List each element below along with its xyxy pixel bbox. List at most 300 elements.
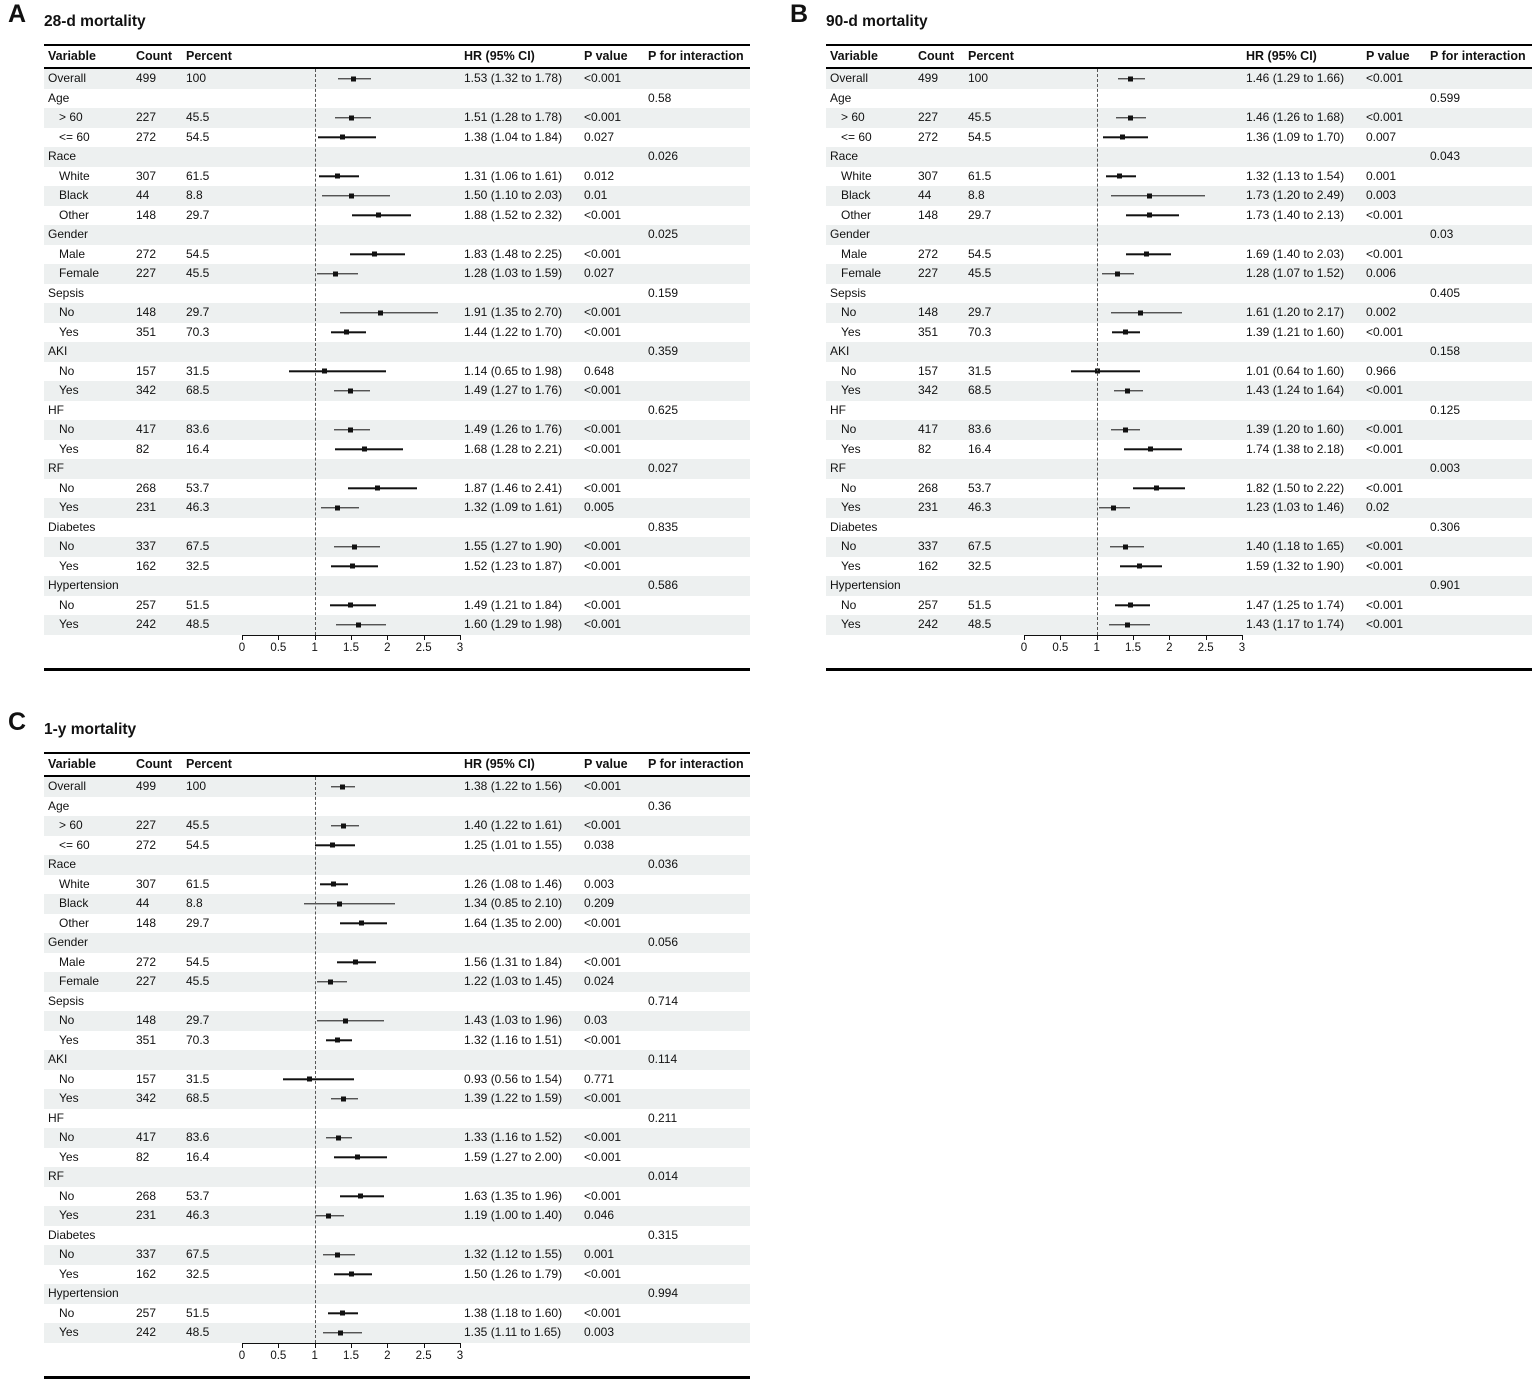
column-header: HR (95% CI)	[464, 49, 535, 63]
row-count: 272	[136, 246, 157, 261]
row-count	[136, 225, 186, 245]
row-p-value: <0.001	[584, 383, 622, 397]
row-p-interaction	[648, 596, 750, 616]
panel-title: 90-d mortality	[826, 13, 928, 30]
row-percent: 31.5	[968, 363, 992, 378]
row-variable: Hypertension	[48, 578, 119, 592]
forest-plot-cell	[234, 875, 464, 895]
confidence-interval-line	[1103, 137, 1147, 138]
row-p-value: 0.209	[584, 896, 615, 910]
row-hr-ci: 0.93 (0.56 to 1.54)	[464, 1071, 563, 1086]
row-count: 417	[136, 422, 157, 436]
row-count	[918, 518, 968, 538]
hr-point-marker	[336, 1135, 341, 1140]
row-percent: 51.5	[186, 1305, 210, 1320]
x-axis-tick-label: 2	[1166, 641, 1173, 654]
row-percent	[968, 518, 1016, 538]
x-axis-tick-label: 0	[1020, 641, 1028, 654]
table-row	[44, 1304, 750, 1324]
group-row	[44, 1050, 750, 1070]
row-hr-ci: 1.35 (1.11 to 1.65)	[464, 1325, 562, 1339]
row-percent: 54.5	[186, 954, 210, 969]
forest-plot-cell	[234, 1304, 464, 1324]
row-p-value: <0.001	[584, 1305, 622, 1320]
forest-plot-cell	[234, 147, 464, 167]
table-row	[44, 1011, 750, 1031]
hr-point-marker	[1120, 135, 1125, 140]
panel-letter: B	[790, 0, 809, 28]
row-p-interaction	[648, 128, 750, 148]
forest-plot-cell	[1016, 245, 1246, 265]
hr-point-marker	[331, 882, 336, 887]
table-row	[826, 615, 1532, 635]
table-row	[826, 362, 1532, 382]
row-hr-ci: 1.88 (1.52 to 2.32)	[464, 207, 563, 222]
row-variable: No	[59, 1305, 75, 1320]
row-percent: 45.5	[968, 266, 992, 280]
row-percent: 46.3	[186, 1208, 210, 1222]
row-p-interaction	[648, 557, 750, 577]
row-percent	[186, 933, 234, 953]
plot-header-spacer	[234, 46, 464, 67]
table-row	[44, 1070, 750, 1090]
table-row	[826, 69, 1532, 89]
row-p-interaction	[648, 245, 750, 265]
row-p-interaction	[648, 537, 750, 557]
forest-plot-cell	[1016, 167, 1246, 187]
x-axis	[234, 1343, 464, 1376]
row-hr-ci: 1.38 (1.04 to 1.84)	[464, 129, 563, 144]
row-count: 162	[136, 558, 157, 573]
row-variable: Female	[841, 266, 882, 280]
row-percent	[186, 855, 234, 875]
forest-plot-cell	[234, 1323, 464, 1343]
forest-plot-cell	[1016, 186, 1246, 206]
row-count: 148	[918, 207, 939, 222]
row-hr-ci: 1.91 (1.35 to 2.70)	[464, 305, 563, 319]
column-header: P value	[584, 757, 628, 771]
plot-body	[44, 777, 750, 1343]
confidence-interval-line	[317, 1020, 385, 1021]
x-axis-tick	[387, 1343, 388, 1348]
row-count: 82	[136, 1149, 150, 1164]
row-variable: RF	[830, 461, 846, 475]
confidence-interval-line	[318, 137, 376, 138]
row-p-interaction	[648, 362, 750, 382]
table-row	[826, 245, 1532, 265]
row-p-interaction	[1430, 108, 1532, 128]
row-percent: 8.8	[186, 896, 203, 910]
row-percent: 16.4	[186, 1149, 210, 1164]
forest-plot-cell	[234, 167, 464, 187]
x-axis-tick	[1024, 635, 1025, 640]
row-count: 272	[136, 129, 157, 144]
row-hr-ci: 1.36 (1.09 to 1.70)	[1246, 129, 1345, 144]
forest-plot-cell	[1016, 420, 1246, 440]
x-axis-tick-label: 1.5	[343, 1349, 359, 1362]
row-p-value	[584, 992, 648, 1012]
table-row	[44, 498, 750, 518]
hr-point-marker	[1154, 486, 1159, 491]
row-p-value: 0.771	[584, 1071, 615, 1086]
row-hr-ci	[1246, 459, 1366, 479]
hr-point-marker	[335, 1252, 340, 1257]
row-hr-ci: 1.46 (1.26 to 1.68)	[1246, 110, 1345, 124]
row-p-value: <0.001	[1366, 441, 1404, 456]
row-p-value	[584, 1226, 648, 1246]
row-variable: Yes	[59, 1208, 79, 1222]
confidence-interval-line	[304, 903, 395, 904]
table-row	[44, 1128, 750, 1148]
row-percent: 100	[186, 71, 207, 85]
row-hr-ci	[464, 1284, 584, 1304]
forest-plot-cell	[234, 381, 464, 401]
row-p-interaction	[648, 1323, 750, 1343]
row-percent: 83.6	[186, 1130, 210, 1144]
x-axis-tick	[242, 1343, 243, 1348]
row-percent	[186, 459, 234, 479]
group-row	[44, 284, 750, 304]
row-variable: No	[841, 422, 857, 436]
hr-point-marker	[358, 1194, 363, 1199]
x-axis-tick	[278, 635, 279, 640]
hr-point-marker	[1111, 505, 1116, 510]
row-percent	[186, 1284, 234, 1304]
forest-plot-cell	[234, 440, 464, 460]
row-hr-ci: 1.47 (1.25 to 1.74)	[1246, 597, 1345, 612]
row-variable: Yes	[841, 500, 861, 514]
row-p-value	[1366, 342, 1430, 362]
row-variable: No	[59, 1247, 75, 1261]
forest-plot-cell	[1016, 264, 1246, 284]
row-variable: Yes	[59, 558, 79, 573]
row-count: 148	[136, 915, 157, 930]
row-percent: 46.3	[186, 500, 210, 514]
row-percent: 16.4	[186, 441, 210, 456]
row-p-value	[584, 342, 648, 362]
x-axis-tick	[1242, 635, 1243, 640]
row-variable: Black	[59, 896, 89, 910]
row-percent	[186, 992, 234, 1012]
column-header: Variable	[830, 49, 878, 63]
x-axis-tick	[242, 635, 243, 640]
hr-point-marker	[351, 76, 356, 81]
row-p-interaction	[1430, 479, 1532, 499]
table-row	[44, 186, 750, 206]
hr-point-marker	[337, 901, 342, 906]
row-variable: Gender	[48, 227, 89, 241]
row-p-interaction	[648, 894, 750, 914]
row-p-value: <0.001	[1366, 422, 1404, 436]
row-p-interaction	[1430, 167, 1532, 187]
row-count: 148	[918, 305, 939, 319]
group-row	[44, 401, 750, 421]
row-p-interaction: 0.405	[1430, 285, 1461, 300]
row-p-interaction: 0.125	[1430, 402, 1461, 417]
row-count: 231	[136, 500, 157, 514]
row-hr-ci: 1.63 (1.35 to 1.96)	[464, 1188, 563, 1203]
row-count: 351	[136, 324, 157, 339]
table-row	[44, 420, 750, 440]
hr-point-marker	[350, 564, 355, 569]
row-percent: 31.5	[186, 1071, 210, 1086]
row-hr-ci: 1.87 (1.46 to 2.41)	[464, 480, 563, 495]
group-row	[44, 459, 750, 479]
row-percent	[186, 518, 234, 538]
forest-plot-table	[44, 752, 750, 1379]
column-header: P for interaction	[648, 49, 744, 63]
row-variable: RF	[48, 1169, 64, 1183]
row-percent	[968, 342, 1016, 362]
group-row	[44, 992, 750, 1012]
x-axis-tick-label: 2	[384, 641, 391, 654]
column-header: P value	[1366, 49, 1410, 63]
row-variable: AKI	[48, 1052, 68, 1066]
group-row	[44, 147, 750, 167]
row-p-interaction	[1430, 206, 1532, 226]
row-count	[136, 342, 186, 362]
row-p-value: <0.001	[584, 1149, 622, 1164]
row-hr-ci: 1.32 (1.16 to 1.51)	[464, 1032, 563, 1047]
row-hr-ci	[464, 518, 584, 538]
forest-plot-cell	[234, 1128, 464, 1148]
forest-plot-cell	[234, 284, 464, 304]
row-variable: No	[841, 480, 857, 495]
row-percent	[186, 1167, 234, 1187]
x-axis-tick	[351, 1343, 352, 1348]
x-axis-tick-label: 1.5	[1125, 641, 1141, 654]
row-hr-ci: 1.56 (1.31 to 1.84)	[464, 954, 563, 969]
row-percent	[186, 1050, 234, 1070]
row-p-interaction	[648, 1011, 750, 1031]
row-percent: 31.5	[186, 363, 210, 378]
row-percent: 54.5	[968, 129, 992, 144]
hr-point-marker	[1125, 622, 1130, 627]
row-variable: Black	[59, 188, 89, 202]
row-p-value	[584, 855, 648, 875]
row-p-interaction: 0.026	[648, 149, 679, 163]
table-row	[826, 186, 1532, 206]
row-p-interaction	[1430, 420, 1532, 440]
forest-plot-cell	[1016, 284, 1246, 304]
row-percent: 68.5	[968, 383, 992, 397]
panel-header	[790, 0, 1535, 44]
row-p-value: 0.027	[584, 266, 615, 280]
hr-point-marker	[335, 505, 340, 510]
row-hr-ci: 1.26 (1.08 to 1.46)	[464, 876, 563, 891]
row-p-value	[584, 933, 648, 953]
row-count	[918, 89, 968, 109]
row-percent	[186, 225, 234, 245]
column-header: HR (95% CI)	[464, 757, 535, 771]
group-row	[826, 459, 1532, 479]
reference-line	[1097, 69, 1098, 635]
table-row	[44, 108, 750, 128]
row-count: 268	[136, 1188, 157, 1203]
row-variable: Yes	[59, 441, 79, 456]
x-axis-tick-label: 0	[238, 1349, 246, 1362]
row-hr-ci: 1.59 (1.32 to 1.90)	[1246, 558, 1345, 573]
row-p-value: <0.001	[584, 441, 622, 456]
table-row	[44, 381, 750, 401]
row-variable: Hypertension	[830, 578, 901, 592]
row-variable: Race	[830, 149, 859, 163]
row-p-interaction: 0.306	[1430, 519, 1461, 534]
table-row	[826, 167, 1532, 187]
row-count: 499	[918, 71, 939, 85]
row-count: 231	[136, 1208, 157, 1222]
row-hr-ci: 1.74 (1.38 to 2.18)	[1246, 441, 1345, 456]
row-p-value	[584, 576, 648, 596]
row-p-interaction	[1430, 498, 1532, 518]
row-hr-ci: 1.73 (1.20 to 2.49)	[1246, 188, 1345, 202]
row-hr-ci: 1.46 (1.29 to 1.66)	[1246, 71, 1345, 85]
x-axis	[234, 635, 464, 668]
reference-line	[315, 777, 316, 1343]
x-axis-tick	[1060, 635, 1061, 640]
hr-point-marker	[1123, 544, 1128, 549]
row-count: 242	[136, 1325, 157, 1339]
row-hr-ci: 1.33 (1.16 to 1.52)	[464, 1130, 563, 1144]
hr-point-marker	[356, 622, 361, 627]
table-row	[44, 875, 750, 895]
forest-plot-cell	[234, 1245, 464, 1265]
x-axis-tick-label: 2	[384, 1349, 391, 1362]
row-count: 499	[136, 779, 157, 793]
row-variable: RF	[48, 461, 64, 475]
row-variable: > 60	[59, 818, 83, 832]
table-row	[44, 440, 750, 460]
row-hr-ci: 1.61 (1.20 to 2.17)	[1246, 305, 1345, 319]
row-p-value: <0.001	[1366, 246, 1404, 261]
row-variable: HF	[830, 402, 846, 417]
row-p-interaction	[648, 953, 750, 973]
table-row	[826, 557, 1532, 577]
group-row	[826, 284, 1532, 304]
hr-point-marker	[341, 1096, 346, 1101]
row-count: 148	[136, 1013, 157, 1027]
row-p-interaction	[648, 498, 750, 518]
x-axis-tick-label: 3	[456, 641, 464, 654]
row-p-value: <0.001	[1366, 71, 1404, 85]
forest-plot-cell	[234, 1031, 464, 1051]
row-variable: Yes	[59, 1266, 79, 1281]
row-hr-ci	[1246, 89, 1366, 109]
row-variable: No	[841, 597, 857, 612]
row-p-interaction	[648, 186, 750, 206]
row-percent: 16.4	[968, 441, 992, 456]
forest-plot-cell	[1016, 206, 1246, 226]
forest-plot-cell	[234, 206, 464, 226]
row-percent	[186, 797, 234, 817]
column-header: Percent	[186, 49, 232, 63]
forest-plot-cell	[1016, 303, 1246, 323]
forest-plot-cell	[234, 108, 464, 128]
row-hr-ci	[464, 933, 584, 953]
row-percent: 29.7	[968, 207, 992, 222]
row-variable: Male	[841, 246, 868, 261]
hr-point-marker	[1147, 213, 1152, 218]
row-variable: Other	[841, 207, 872, 222]
row-hr-ci: 1.51 (1.28 to 1.78)	[464, 110, 563, 124]
x-axis-tick	[1097, 635, 1098, 640]
group-row	[44, 1226, 750, 1246]
row-variable: No	[59, 539, 75, 553]
forest-plot-cell	[234, 1148, 464, 1168]
forest-plot-cell	[1016, 362, 1246, 382]
row-p-value: <0.001	[584, 915, 622, 930]
row-p-value: 0.006	[1366, 266, 1397, 280]
hr-point-marker	[1123, 330, 1128, 335]
row-hr-ci: 1.44 (1.22 to 1.70)	[464, 324, 563, 339]
forest-plot-cell	[234, 1226, 464, 1246]
forest-plot-cell	[234, 1011, 464, 1031]
row-p-interaction	[1430, 245, 1532, 265]
row-p-interaction: 0.994	[648, 1286, 679, 1300]
row-hr-ci	[464, 1109, 584, 1129]
row-hr-ci	[464, 1167, 584, 1187]
column-header-row	[826, 46, 1532, 69]
panel-90d-mortality	[790, 0, 1535, 671]
confidence-interval-line	[1124, 449, 1182, 450]
table-row	[44, 69, 750, 89]
row-variable: White	[59, 876, 90, 891]
table-row	[826, 264, 1532, 284]
row-hr-ci: 1.39 (1.20 to 1.60)	[1246, 422, 1345, 436]
row-p-value: <0.001	[584, 779, 622, 793]
row-percent: 100	[968, 71, 989, 85]
row-count: 227	[136, 266, 157, 280]
row-p-value	[584, 1167, 648, 1187]
row-count	[918, 225, 968, 245]
row-hr-ci: 1.38 (1.18 to 1.60)	[464, 1305, 563, 1320]
forest-plot-cell	[234, 914, 464, 934]
row-p-value	[584, 89, 648, 109]
confidence-interval-line	[283, 1079, 354, 1080]
row-count	[918, 401, 968, 421]
row-p-value: 0.966	[1366, 363, 1397, 378]
table-row	[44, 777, 750, 797]
row-p-value	[1366, 147, 1430, 167]
column-header: P for interaction	[1430, 49, 1526, 63]
row-p-value: <0.001	[1366, 324, 1404, 339]
hr-point-marker	[307, 1077, 312, 1082]
row-percent: 48.5	[186, 617, 210, 631]
hr-point-marker	[348, 388, 353, 393]
column-header: P value	[584, 49, 628, 63]
forest-plot-cell	[234, 894, 464, 914]
forest-plot-cell	[234, 1050, 464, 1070]
row-p-interaction: 0.036	[648, 857, 679, 871]
row-hr-ci	[1246, 284, 1366, 304]
row-count	[136, 933, 186, 953]
row-percent: 70.3	[968, 324, 992, 339]
row-variable: HF	[48, 402, 64, 417]
row-count: 157	[136, 363, 157, 378]
confidence-interval-line	[334, 546, 380, 547]
row-variable: Overall	[830, 71, 869, 85]
row-p-value: <0.001	[584, 617, 622, 631]
row-p-interaction	[648, 777, 750, 797]
row-count: 272	[136, 837, 157, 852]
row-variable: Yes	[59, 1149, 79, 1164]
row-variable: Age	[48, 90, 70, 105]
row-variable: No	[59, 422, 75, 436]
column-header: Count	[136, 49, 173, 63]
row-p-value	[584, 1109, 648, 1129]
row-percent: 48.5	[186, 1325, 210, 1339]
row-p-value: 0.024	[584, 974, 615, 988]
